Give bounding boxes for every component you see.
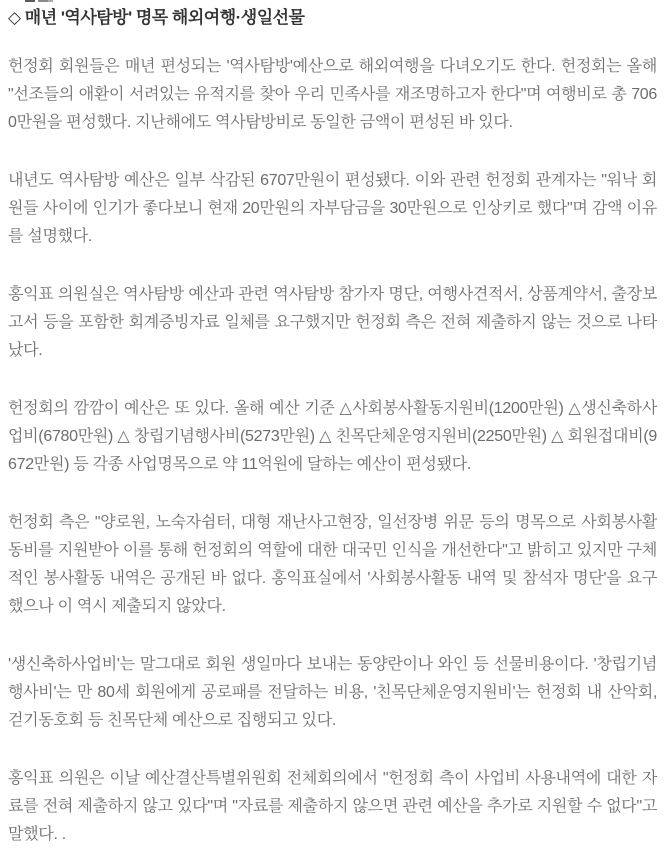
article-subheading: ◇ 매년 '역사탐방' 명목 해외여행·생일선물 xyxy=(8,8,305,27)
article-paragraph-6: '생신축하사업비'는 말그대로 회원 생일마다 보내는 동양란이나 와인 등 선물비용이다. '창립기념행사비'는 만 80세 회원에게 공로패를 전달하는 비용, '친목단체운영지원비'는 헌정회 내 산악회, 걷기동호회 등 친목단체 예산으로 집행되고 있다. xyxy=(8,656,657,729)
article-paragraph-3: 홍익표 의원실은 역사탐방 예산과 관련 역사탐방 참가자 명단, 여행사견적서, 상품계약서, 출장보고서 등을 포함한 회계증빙자료 일체를 요구했지만 헌정회 측은 전혀 제출하지 않는 것으로 나타났다. xyxy=(8,286,657,359)
article-paragraph-5: 헌정회 측은 "양로원, 노숙자쉼터, 대형 재난사고현장, 일선장병 위문 등의 명목으로 사회봉사활동비를 지원받아 이를 통해 헌정회의 역할에 대한 대국민 인식을 개선한다"고 밝히고 있지만 구체적인 봉사활동 내역은 공개된 바 없다. 홍익표실에서 '사회봉사활동 내역 및 참석자 명단'을 요구했으나 이 역시 제출되지 않았다. xyxy=(8,514,657,615)
article-paragraph-1: 헌정회 회원들은 매년 편성되는 '역사탐방'예산으로 해외여행을 다녀오기도 한다. 헌정회는 올해 "선조들의 애환이 서려있는 유적지를 찾아 우리 민족사를 재조명하고자 한다"며 여행비로 총 7060만원을 편성했다. 지난해에도 역사탐방비로 동일한 금액이 편성된 바 있다. xyxy=(8,58,657,131)
article-paragraph-4: 헌정회의 깜깜이 예산은 또 있다. 올해 예산 기준 △사회봉사활동지원비(1200만원) △생신축하사업비(6780만원) △ 창립기념행사비(5273만원) △ 친목단체운영지원비(2250만원) △ 회원접대비(9672만원) 등 각종 사업명목으로 약 11억원에 달하는 예산이 편성됐다. xyxy=(8,400,657,473)
article-paragraph-7: 홍익표 의원은 이날 예산결산특별위원회 전체회의에서 "헌정회 측이 사업비 사용내역에 대한 자료를 전혀 제출하지 않고 있다"며 "자료를 제출하지 않으면 관련 예산을 추가로 지원할 수 없다"고 말했다. . xyxy=(8,770,657,843)
cropped-text-artifact xyxy=(25,0,35,2)
article-paragraph-2: 내년도 역사탐방 예산은 일부 삭감된 6707만원이 편성됐다. 이와 관련 헌정회 관계자는 "워낙 회원들 사이에 인기가 좋다보니 현재 20만원의 자부담금을 30만원으로 인상키로 했다"며 감액 이유를 설명했다. xyxy=(8,172,657,245)
